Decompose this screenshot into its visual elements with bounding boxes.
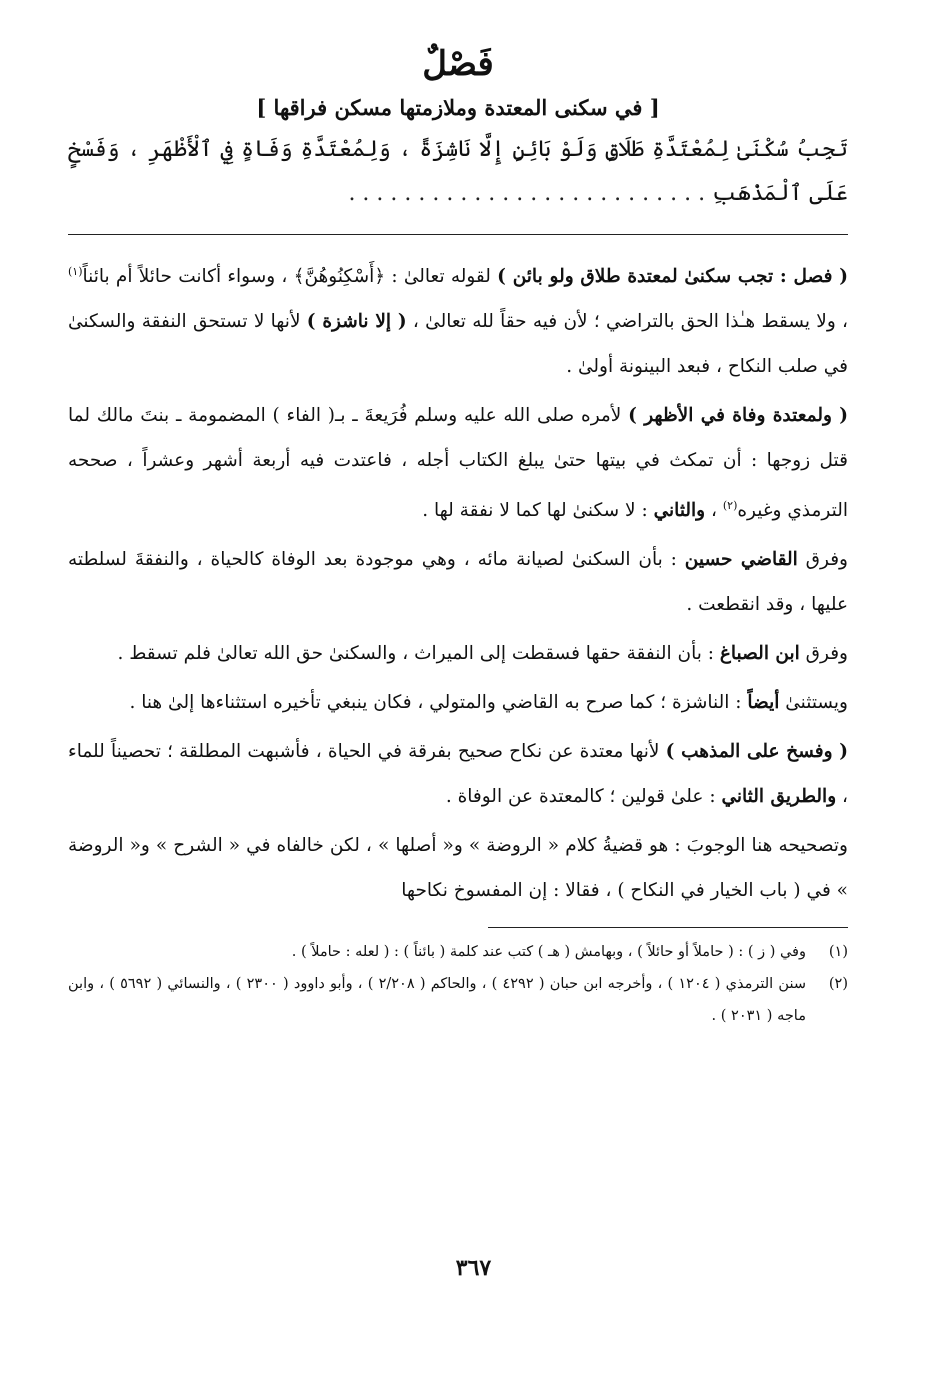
footnote-number: (١) xyxy=(828,944,848,961)
commentary-text: : بأن النفقة حقها فسقطت إلى الميراث ، والسكنىٰ حق الله تعالىٰ فلم تسقط . xyxy=(117,643,720,665)
footnote-text: وفي ( ز ) : ( حاملاً أو حائلاً ) ، وبهامش ( هـ ) كتب عند كلمة ( بائناً ) : ( لعله : حاملاً ) . xyxy=(291,944,806,961)
commentary-text: لأمره صلى الله عليه وسلم فُرَيعةَ ـ بـ( الفاء ) المضمومة ـ بنتَ مالك لما قتل زوجها : أن تمكث في بيتها حتىٰ يبلغ الكتاب أجله ، فاعتدت فيه أربعة أشهر وعشراً ، صححه الترمذي وغيره xyxy=(68,405,848,522)
commentary-text: لأنها معتدة عن نكاح صحيح بفرقة في الحياة ، فأشبهت المطلقة ؛ تحصيناً للماء ، xyxy=(68,741,848,808)
footnote-number: (٢) xyxy=(828,976,848,993)
footnote-1 xyxy=(68,936,848,968)
section-title: [ في سكنى المعتدة وملازمتها مسكن فراقها ] xyxy=(256,95,660,120)
commentary-paragraph-5 xyxy=(68,680,848,725)
commentary-paragraph-1 xyxy=(68,249,848,389)
commentary-text: ، xyxy=(705,500,723,522)
commentary-paragraph-7 xyxy=(68,823,848,913)
matn-text: تَجِبُ سُكْنَىٰ لِمُعْتَدَّةِ طَلَاقٍ وَلَوْ بَائِنٍ إِلَّا نَاشِزَةً ، وَلِمُعْتَدَّةِ وَفَاةٍ فِي ٱلْأَظْهَرِ ، وَفَسْخٍ عَلَى ٱلْمَذْهَبِ xyxy=(68,137,848,206)
scholar-name: القاضي حسين xyxy=(684,549,798,571)
bold-term: والثاني xyxy=(653,500,706,522)
bold-term: والطريق الثاني xyxy=(721,786,837,808)
commentary-text: لأنها لا تستحق النفقة والسكنىٰ في صلب النكاح ، فبعد البينونة أولىٰ . xyxy=(68,311,848,378)
commentary-text: : الناشزة ؛ كما صرح به القاضي والمتولي ، فكان ينبغي تأخيره استثناءها إلىٰ هنا . xyxy=(129,692,748,714)
book-page xyxy=(68,40,848,1340)
matn-dots: . . . . . . . . . . . . . . . . . . . . . . . . . . xyxy=(348,181,706,206)
footnote-2 xyxy=(68,968,848,1032)
page-number: ٣٦٧ xyxy=(455,1255,492,1281)
footnote-text: سنن الترمذي ( ١٢٠٤ ) ، وأخرجه ابن حبان ( ٤٢٩٢ ) ، والحاكم ( ٢/٢٠٨ ) ، وأبو داوود ( ٢٣٠٠ ) ، والنسائي ( ٥٦٩٢ ) ، وابن ماجه ( ٢٠٣١ ) . xyxy=(68,976,806,1025)
quoted-matn: ( وفسخ على المذهب ) xyxy=(665,741,848,763)
chapter-heading: فَصْلٌ xyxy=(422,44,494,84)
commentary-text: وفرق xyxy=(799,643,848,665)
commentary-text: وتصحيحه هنا الوجوبَ : هو قضيةُ كلام « الروضة » و« أصلها » ، لكن خالفاه في « الشرح » و« الروضة » في ( باب الخيار في النكاح ) ، فقالا : إن المفسوخ نكاحها xyxy=(68,835,848,902)
main-text-matn xyxy=(68,128,848,216)
scholar-name: ابن الصباغ xyxy=(719,643,800,665)
quoted-matn: ( فصل : تجب سكنىٰ لمعتدة طلاق ولو بائن ) xyxy=(497,266,848,288)
commentary-text: ، ولا يسقط هـٰذا الحق بالتراضي ؛ لأن فيه حقاً لله تعالىٰ ، xyxy=(406,311,848,333)
commentary-paragraph-2 xyxy=(68,393,848,533)
quoted-matn: ( إلا ناشزة ) xyxy=(306,311,407,333)
commentary-text: : لا سكنىٰ لها كما لا نفقة لها . xyxy=(422,500,654,522)
commentary-text: لقوله تعالىٰ : ﴿أَسْكِنُوهُنَّ﴾ ، وسواء أكانت حائلاً أم بائناً xyxy=(82,266,498,288)
commentary-text: : بأن السكنىٰ لصيانة مائه ، وهي موجودة بعد الوفاة كالحياة ، والنفقةَ لسلطته عليها ، وقد انقطعت . xyxy=(68,549,848,616)
commentary-paragraph-3 xyxy=(68,537,848,627)
footnote-ref-1[interactable]: (١) xyxy=(68,265,83,278)
footnote-separator xyxy=(488,927,848,928)
quoted-matn: ( ولمعتدة وفاة في الأظهر ) xyxy=(628,405,848,427)
commentary-text: وفرق xyxy=(797,549,848,571)
commentary-text: ويستثنىٰ xyxy=(779,692,848,714)
commentary-paragraph-6 xyxy=(68,729,848,819)
bold-term: أيضاً xyxy=(747,692,780,714)
commentary-text: : علىٰ قولين ؛ كالمعتدة عن الوفاة . xyxy=(445,786,722,808)
commentary-paragraph-4 xyxy=(68,631,848,676)
separator-line xyxy=(68,234,848,235)
footnote-ref-2[interactable]: (٢) xyxy=(722,499,738,513)
